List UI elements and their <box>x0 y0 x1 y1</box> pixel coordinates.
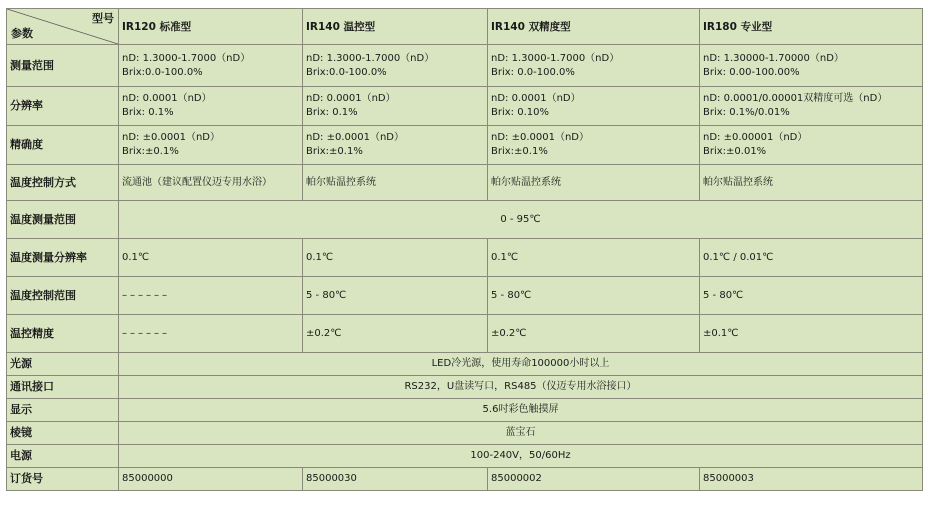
merged-cell: 0 - 95℃ <box>119 201 923 239</box>
row-label: 温度测量分辨率 <box>7 239 119 277</box>
table-row <box>7 468 923 491</box>
model-header: IR120 标准型 <box>119 9 303 45</box>
table-cell: nD: 0.0001（nD） Brix: 0.1% <box>119 87 303 126</box>
merged-cell: LED冷光源，使用寿命100000小时以上 <box>119 353 923 376</box>
table-cell: 0.1℃ <box>488 239 700 277</box>
row-label: 温度控制方式 <box>7 165 119 201</box>
model-header: IR140 双精度型 <box>488 9 700 45</box>
table-cell: 0.1℃ / 0.01℃ <box>700 239 923 277</box>
header-row <box>7 9 923 45</box>
table-cell: 0.1℃ <box>119 239 303 277</box>
row-label: 电源 <box>7 445 119 468</box>
table-cell: 5 - 80℃ <box>700 277 923 315</box>
table-cell: 5 - 80℃ <box>488 277 700 315</box>
table-row <box>7 353 923 376</box>
table-cell: nD: 1.3000-1.7000（nD） Brix: 0.0-100.0% <box>488 45 700 87</box>
table-cell: 帕尔贴温控系统 <box>700 165 923 201</box>
table-cell: nD: 1.3000-1.7000（nD） Brix:0.0-100.0% <box>303 45 488 87</box>
table-cell: nD: 0.0001/0.00001双精度可选（nD） Brix: 0.1%/0.01% <box>700 87 923 126</box>
table-row <box>7 315 923 353</box>
table-cell: 流通池（建议配置仪迈专用水浴） <box>119 165 303 201</box>
table-cell: nD: 0.0001（nD） Brix: 0.10% <box>488 87 700 126</box>
table-cell: 0.1℃ <box>303 239 488 277</box>
table-cell: nD: ±0.0001（nD） Brix:±0.1% <box>119 126 303 165</box>
merged-cell: RS232，U盘读写口，RS485（仪迈专用水浴接口） <box>119 376 923 399</box>
table-cell: nD: 1.3000-1.7000（nD） Brix:0.0-100.0% <box>119 45 303 87</box>
corner-label-model: 型号 <box>92 12 114 25</box>
table-row <box>7 399 923 422</box>
order-number: 85000030 <box>303 468 488 491</box>
table-row <box>7 277 923 315</box>
corner-label-param: 参数 <box>11 27 33 40</box>
table-row <box>7 87 923 126</box>
row-label: 光源 <box>7 353 119 376</box>
model-header: IR140 温控型 <box>303 9 488 45</box>
order-number: 85000003 <box>700 468 923 491</box>
table-row <box>7 165 923 201</box>
model-header: IR180 专业型 <box>700 9 923 45</box>
table-row <box>7 422 923 445</box>
table-cell: ±0.2℃ <box>303 315 488 353</box>
row-label: 温控精度 <box>7 315 119 353</box>
order-number: 85000002 <box>488 468 700 491</box>
table-row <box>7 126 923 165</box>
table-row <box>7 445 923 468</box>
table-row <box>7 239 923 277</box>
row-label: 测量范围 <box>7 45 119 87</box>
order-number: 85000000 <box>119 468 303 491</box>
row-label: 温度测量范围 <box>7 201 119 239</box>
spec-table <box>6 8 923 491</box>
row-label: 棱镜 <box>7 422 119 445</box>
row-label: 订货号 <box>7 468 119 491</box>
table-cell: –––––– <box>119 277 303 315</box>
corner-cell <box>7 9 119 45</box>
table-row <box>7 201 923 239</box>
table-cell: nD: ±0.00001（nD） Brix:±0.01% <box>700 126 923 165</box>
merged-cell: 蓝宝石 <box>119 422 923 445</box>
table-cell: nD: 0.0001（nD） Brix: 0.1% <box>303 87 488 126</box>
table-cell: 帕尔贴温控系统 <box>488 165 700 201</box>
row-label: 分辨率 <box>7 87 119 126</box>
table-cell: nD: 1.30000-1.70000（nD） Brix: 0.00-100.00% <box>700 45 923 87</box>
table-cell: –––––– <box>119 315 303 353</box>
row-label: 通讯接口 <box>7 376 119 399</box>
table-cell: ±0.1℃ <box>700 315 923 353</box>
merged-cell: 5.6吋彩色触摸屏 <box>119 399 923 422</box>
table-row <box>7 376 923 399</box>
table-row <box>7 45 923 87</box>
row-label: 精确度 <box>7 126 119 165</box>
table-cell: 5 - 80℃ <box>303 277 488 315</box>
row-label: 显示 <box>7 399 119 422</box>
merged-cell: 100-240V，50/60Hz <box>119 445 923 468</box>
row-label: 温度控制范围 <box>7 277 119 315</box>
table-cell: nD: ±0.0001（nD） Brix:±0.1% <box>488 126 700 165</box>
table-cell: nD: ±0.0001（nD） Brix:±0.1% <box>303 126 488 165</box>
table-cell: ±0.2℃ <box>488 315 700 353</box>
table-cell: 帕尔贴温控系统 <box>303 165 488 201</box>
